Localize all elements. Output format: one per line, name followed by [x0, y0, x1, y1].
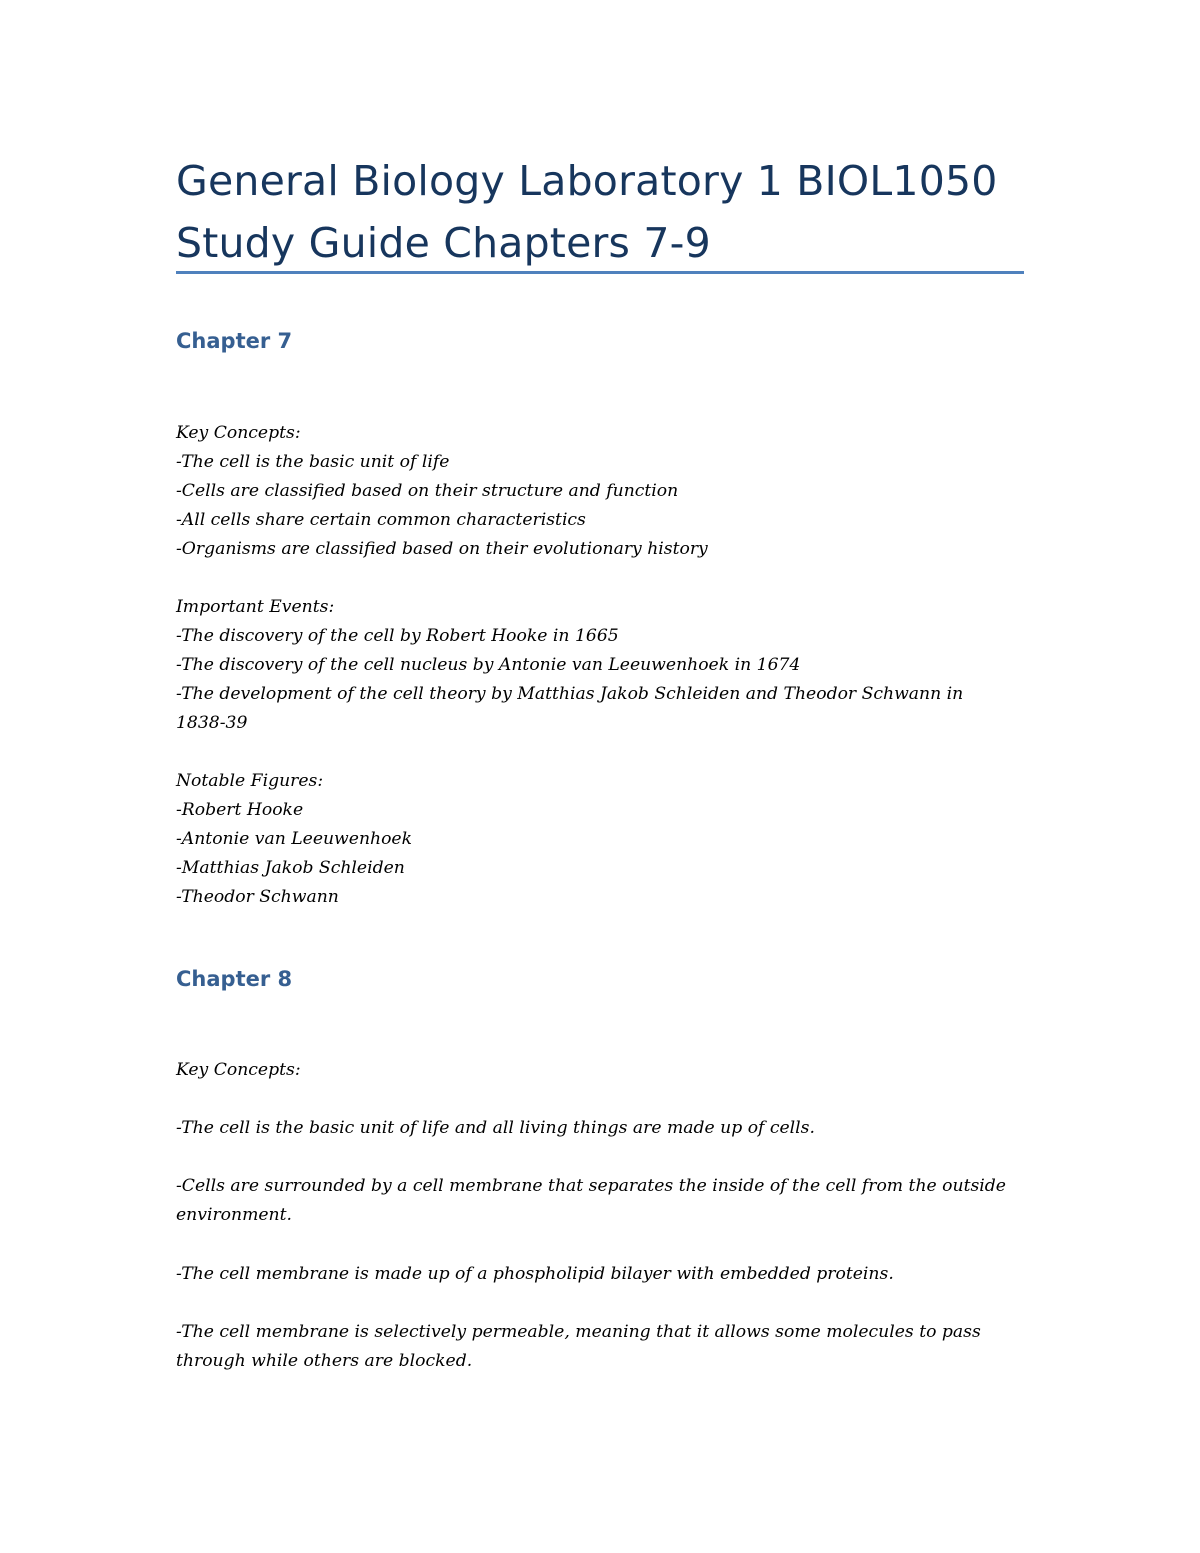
ch8-key-concept-item-continued: through while others are blocked. — [176, 1351, 473, 1371]
ch8-key-concept-item: -Cells are surrounded by a cell membrane that separates the inside of the cell from the outside — [176, 1176, 1006, 1196]
document-title — [176, 150, 1026, 274]
chapter-7-heading: Chapter 7 — [176, 329, 293, 353]
ch7-key-concept-item: -Cells are classified based on their structure and function — [176, 481, 679, 501]
ch7-key-concept-item: -Organisms are classified based on their evolutionary history — [176, 539, 708, 559]
ch7-figure-item: -Theodor Schwann — [176, 887, 339, 907]
ch7-figure-item: -Matthias Jakob Schleiden — [176, 858, 405, 878]
ch8-key-concept-item: -The cell membrane is selectively permeable, meaning that it allows some molecules to pass — [176, 1322, 981, 1342]
ch7-event-item-continued: 1838-39 — [176, 713, 248, 733]
ch8-key-concept-item-continued: environment. — [176, 1205, 292, 1225]
title-underline-rule — [176, 271, 1024, 274]
ch7-event-item: -The discovery of the cell by Robert Hooke in 1665 — [176, 626, 619, 646]
title-line-1: General Biology Laboratory 1 BIOL1050 — [176, 157, 998, 205]
title-line-2: Study Guide Chapters 7-9 — [176, 219, 711, 267]
ch7-key-concept-item: -The cell is the basic unit of life — [176, 452, 450, 472]
ch7-event-item: -The discovery of the cell nucleus by Antonie van Leeuwenhoek in 1674 — [176, 655, 801, 675]
ch7-important-events-label: Important Events: — [176, 597, 335, 617]
ch7-notable-figures-label: Notable Figures: — [176, 771, 324, 791]
ch7-figure-item: -Antonie van Leeuwenhoek — [176, 829, 413, 849]
ch8-key-concept-item: -The cell is the basic unit of life and all living things are made up of cells. — [176, 1118, 815, 1138]
ch7-key-concepts-label: Key Concepts: — [176, 423, 301, 443]
ch7-key-concept-item: -All cells share certain common characteristics — [176, 510, 586, 530]
ch7-event-item: -The development of the cell theory by Matthias Jakob Schleiden and Theodor Schwann in — [176, 684, 964, 704]
ch8-key-concept-item: -The cell membrane is made up of a phospholipid bilayer with embedded proteins. — [176, 1264, 894, 1284]
chapter-8-heading: Chapter 8 — [176, 967, 293, 991]
ch7-figure-item: -Robert Hooke — [176, 800, 304, 820]
ch8-key-concepts-label: Key Concepts: — [176, 1060, 301, 1080]
